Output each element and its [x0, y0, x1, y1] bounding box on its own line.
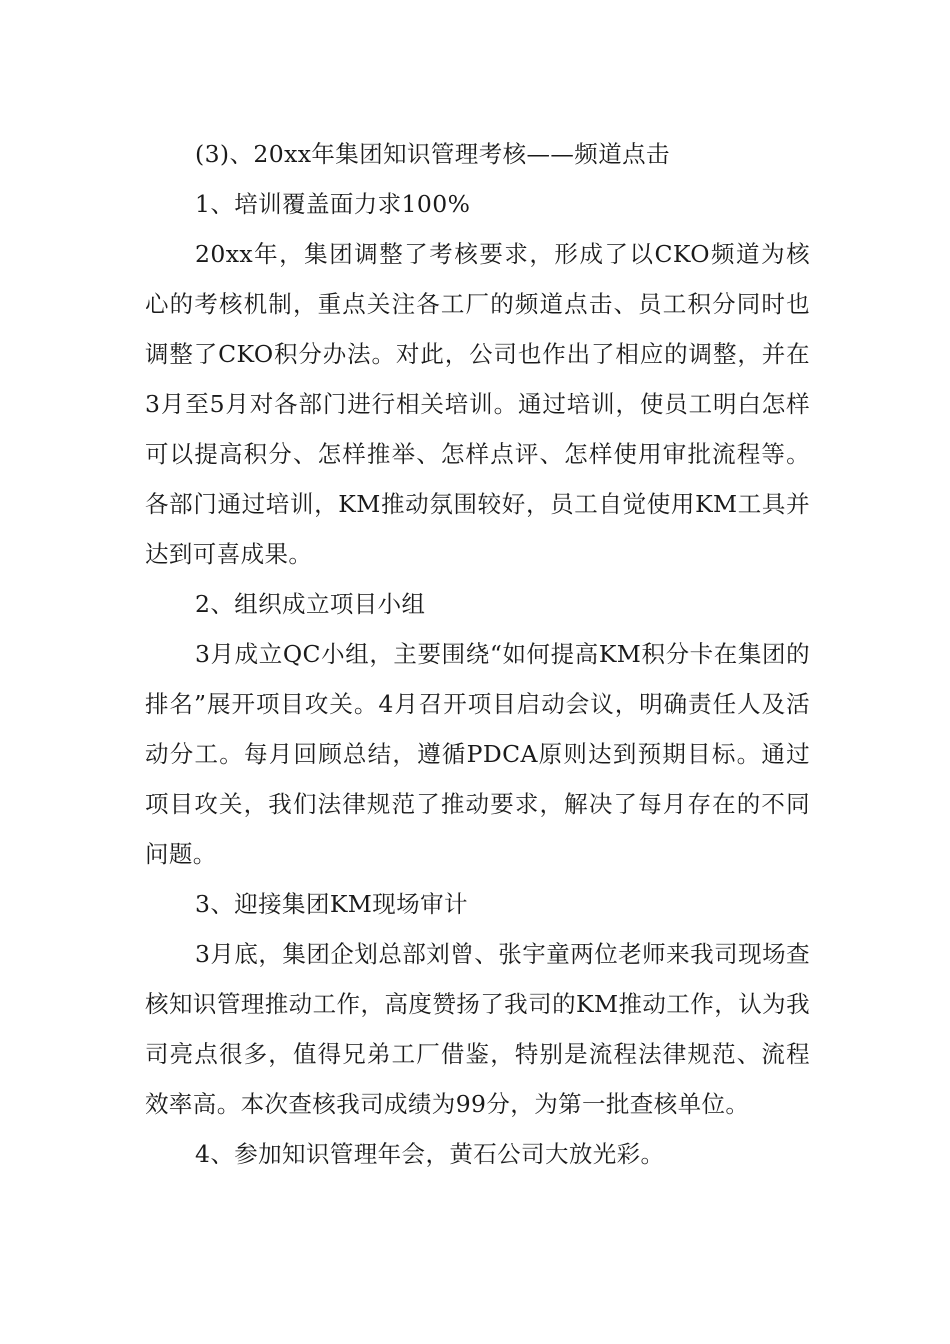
paragraph-training: 20xx年，集团调整了考核要求，形成了以CKO频道为核心的考核机制，重点关注各工厂的频道点击、员工积分同时也调整了CKO积分办法。对此，公司也作出了相应的调整，并在3月至5月对各部门进行相关培训。通过培训，使员工明白怎样可以提高积分、怎样推举、怎样点评、怎样使用审批流程等。各部门通过培训，KM推动氛围较好，员工自觉使用KM工具并达到可喜成果。 [145, 240, 810, 568]
subheading-annual-meeting: 4、参加知识管理年会，黄石公司大放光彩。 [195, 1140, 665, 1168]
subheading-training: 1、培训覆盖面力求100% [195, 190, 471, 218]
paragraph-audit: 3月底，集团企划总部刘曾、张宇童两位老师来我司现场查核知识管理推动工作，高度赞扬了我司的KM推动工作，认为我司亮点很多，值得兄弟工厂借鉴，特别是流程法律规范、流程效率高。本次查核我司成绩为99分，为第一批查核单位。 [145, 940, 810, 1118]
paragraph-project-team: 3月成立QC小组，主要围绕“如何提高KM积分卡在集团的排名”展开项目攻关。4月召开项目启动会议，明确责任人及活动分工。每月回顾总结，遵循PDCA原则达到预期目标。通过项目攻关，我们法律规范了推动要求，解决了每月存在的不同问题。 [145, 640, 810, 868]
section-heading: (3)、20xx年集团知识管理考核——频道点击 [195, 140, 670, 168]
document-body [145, 129, 810, 1179]
subheading-project-team: 2、组织成立项目小组 [195, 590, 426, 618]
subheading-audit: 3、迎接集团KM现场审计 [195, 890, 468, 918]
